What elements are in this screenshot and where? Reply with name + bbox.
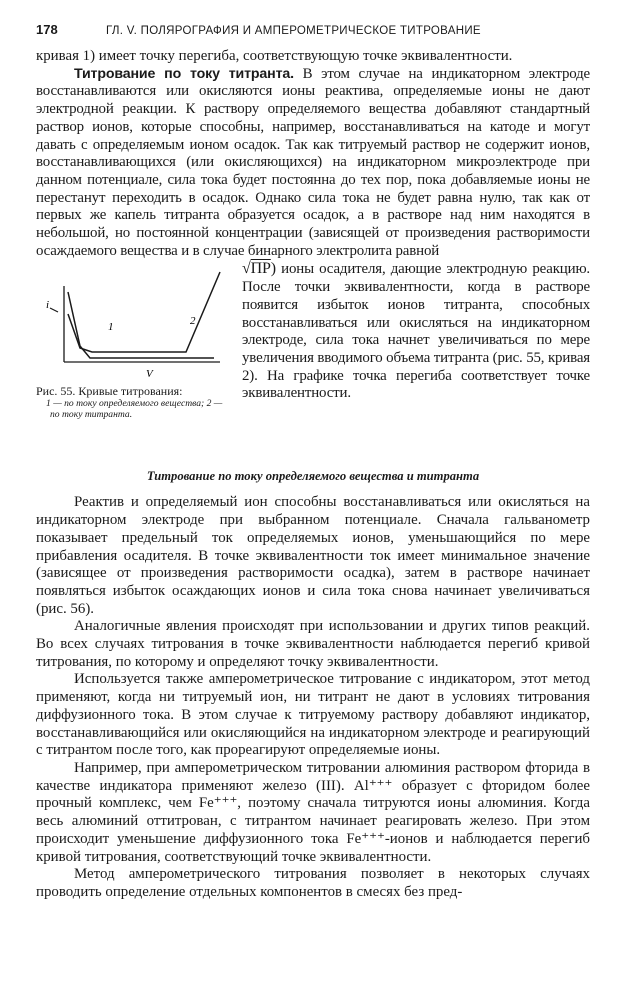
paragraph-analogous: Аналогичные явления происходят при использовании и других типов реакций. Во всех случаях титрования в точке эквивалентности наблюдается перегиб кривой титрования, по которому и определяют точку эквивалентности.: [36, 618, 590, 670]
paragraph-text: В этом случае на индикаторном электроде восстанавливаются или окисляются ионы реактива, определяемые ионы не дают электродной реакции. К раствору определяемого вещества добавляют стандартный раствор ионов, которые способны, например, восстанавливаться на катоде и могут давать с определяемым ионом осадок. Так как титруемый раствор не содержит ионов, восстанавливающихся (или окисляющихся) на индикаторном микроэлектроде при данном потенциале, сила тока будет постоянна до тех пор, пока добавляемые ионы не перестанут переходить в осадок. Однако сила тока не будет равна нулю, так как от первых же капель титранта образуется осадок, а в растворе над ним находятся в небольшой, но постоянной концентрации (зависящей от произведения растворимости осаждаемого вещества и в случае бинарного электролита равной: [36, 65, 590, 259]
caption-title: Рис. 55. Кривые титрования:: [36, 384, 183, 399]
titration-curves-plot: [36, 264, 232, 384]
paragraph-reactive: Реактив и определяемый ион способны восстанавливаться или окисляться на индикаторном электроде при выбранном потенциале. Сначала гальванометр показывает предельный ток определяемых ионов, уменьшающийся по мере прибавления осадителя. В точке эквивалентности ток имеет минимальное значение (зависящее от произведения растворимости осадка), затем в растворе начинает появляться избыток осаждающих ионов и сила тока снова начинает увеличиваться (рис. 56).: [36, 494, 590, 617]
caption-legend: 1 — по току определяемого вещества; 2 — по току титранта.: [46, 398, 223, 421]
page-number: 178: [36, 22, 58, 37]
paragraph-indicator: Используется также амперометрическое титрование с индикатором, этот метод применяют, когда ни титруемый ион, ни титрант не дают в условиях титрования диффузионного тока. В этом случае к титруемому раствору добавляют индикатор, восстанавливающийся или окисляющийся на индикаторном электроде и реагирующий с титрантом после того, как прореагируют определяемые ионы.: [36, 671, 590, 759]
paragraph-run-in-title: Титрование по току титранта.: [74, 65, 294, 82]
paragraph-example: Например, при амперометрическом титровании алюминия раствором фторида в качестве индикатора применяют железо (III). Al⁺⁺⁺ образует с фторидом более прочный комплекс, чем Fe⁺⁺⁺, поэтому сначала титруются ионы алюминия. Когда весь алюминий оттитрован, с титрантом начинает реагировать железо. При этом происходит уменьшение диффузионного тока Fe⁺⁺⁺-ионов и наблюдается перегиб кривой титрования, соответствующий точке эквивалентности.: [36, 759, 590, 865]
curve-label-2: 2: [190, 315, 196, 328]
paragraph-text-after: ионы осадителя, дающие электродную реакцию. После точки эквивалентности, когда в растворе появится избыток ионов титранта, способных восстанавливаться или окисляться на индикаторном электроде, сила тока начнет увеличиваться по мере увеличения вводимого объема титранта (рис. 55, кривая 2). На графике точка перегиба соответствует точке эквивалентности.: [242, 261, 590, 402]
curve-label-1: 1: [108, 321, 114, 334]
axis-label-i: i: [46, 299, 50, 312]
paragraph-continued: кривая 1) имеет точку перегиба, соответствующую точке эквивалентности.: [36, 48, 513, 64]
section-title: Титрование по току определяемого вещества и титранта: [146, 469, 480, 484]
i-axis-mark: [50, 308, 58, 312]
curve-2: [68, 272, 220, 352]
axis-label-v: V: [146, 368, 153, 381]
running-head: ГЛ. V. ПОЛЯРОГРАФИЯ И АМПЕРОМЕТРИЧЕСКОЕ ТИТРОВАНИЕ: [106, 25, 481, 37]
page: [36, 22, 590, 902]
figure-caption: [36, 384, 232, 420]
sqrt-expression: √ПР): [242, 260, 276, 278]
paragraph-method: Метод амперометрического титрования позволяет в некоторых случаях проводить определение отдельных компонентов в смесях без пред-: [36, 866, 590, 900]
paragraph-titrant-current: [36, 66, 590, 261]
page-header: [36, 22, 590, 42]
figure-55: [36, 264, 232, 454]
